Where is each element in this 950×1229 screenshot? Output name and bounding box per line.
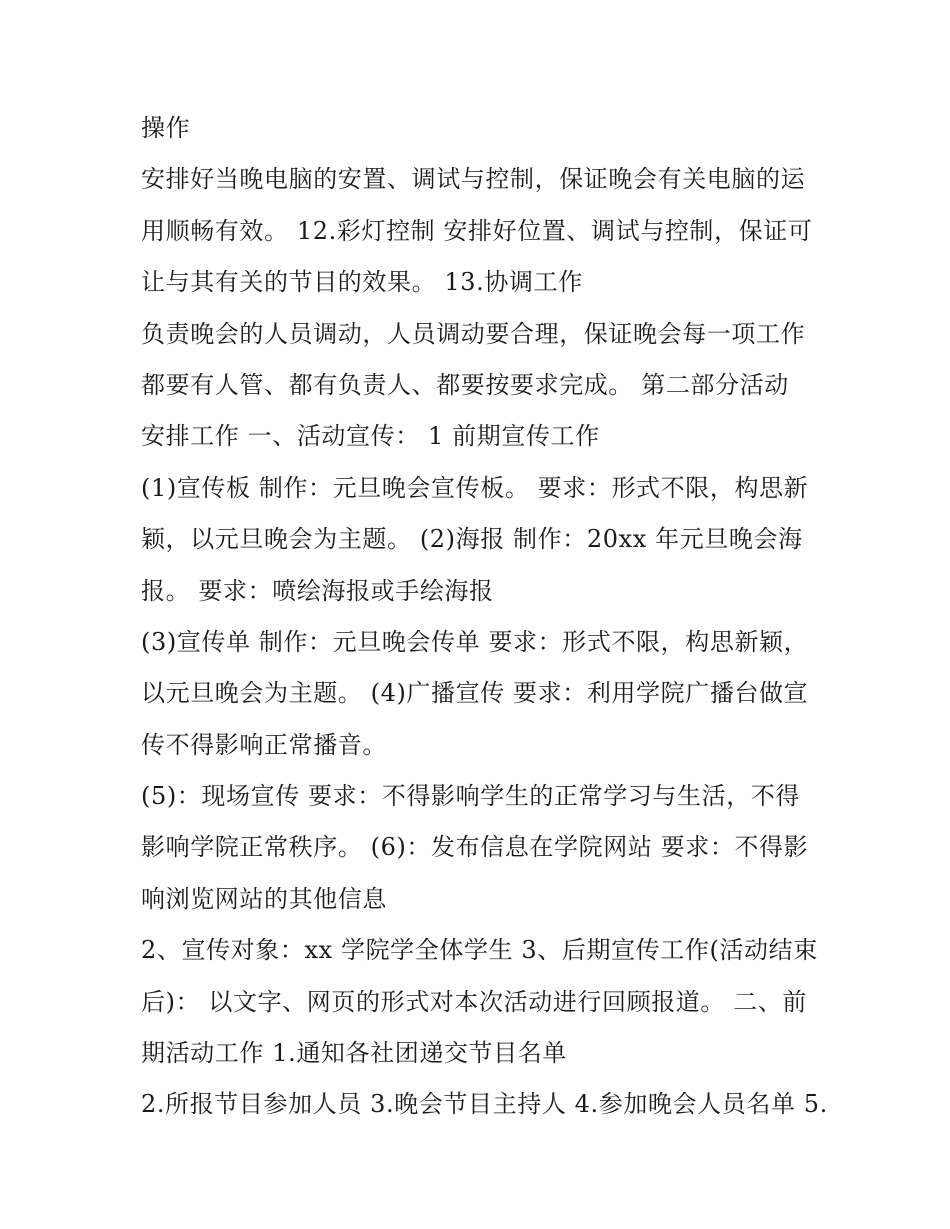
text-line: 让与其有关的节目的效果。 13.协调工作 [141,268,583,297]
text-line: (3)宣传单 制作：元旦晚会传单 要求：形式不限，构思新颖， [141,627,809,656]
text-line: 传不得影响正常播音。 [141,730,387,759]
text-line: 颖，以元旦晚会为主题。 (2)海报 制作：20xx 年元旦晚会海 [141,525,803,554]
text-line: 安排工作 一、活动宣传： 1 前期宣传工作 [141,422,600,451]
text-line: 负责晚会的人员调动，人员调动要合理，保证晚会每一项工作 [141,319,806,348]
text-line: 用顺畅有效。 12.彩灯控制 安排好位置、调试与控制，保证可 [141,216,813,245]
text-line: 2.所报节目参加人员 3.晚会节目主持人 4.参加晚会人员名单 5. [141,1090,828,1119]
text-line: 以元旦晚会为主题。 (4)广播宣传 要求：利用学院广播台做宣 [141,679,809,708]
text-line: 2、宣传对象：xx 学院学全体学生 3、后期宣传工作(活动结束 [141,936,818,965]
text-line: 响浏览网站的其他信息 [141,884,387,913]
text-line: 期活动工作 1.通知各社团递交节目名单 [141,1039,567,1068]
text-line: 后)： 以文字、网页的形式对本次活动进行回顾报道。 二、前 [141,987,808,1016]
text-line: 影响学院正常秩序。 (6)：发布信息在学院网站 要求：不得影 [141,833,809,862]
text-line: (1)宣传板 制作：元旦晚会宣传板。 要求：形式不限，构思新 [141,473,809,502]
text-line: (5)：现场宣传 要求：不得影响学生的正常学习与生活，不得 [141,782,801,811]
document-body [141,108,831,1136]
text-line: 都要有人管、都有负责人、都要按要求完成。 第二部分活动 [141,370,789,399]
text-line: 操作 [141,114,191,142]
text-line: 报。 要求：喷绘海报或手绘海报 [141,576,494,605]
text-line: 安排好当晚电脑的安置、调试与控制，保证晚会有关电脑的运 [141,165,806,194]
